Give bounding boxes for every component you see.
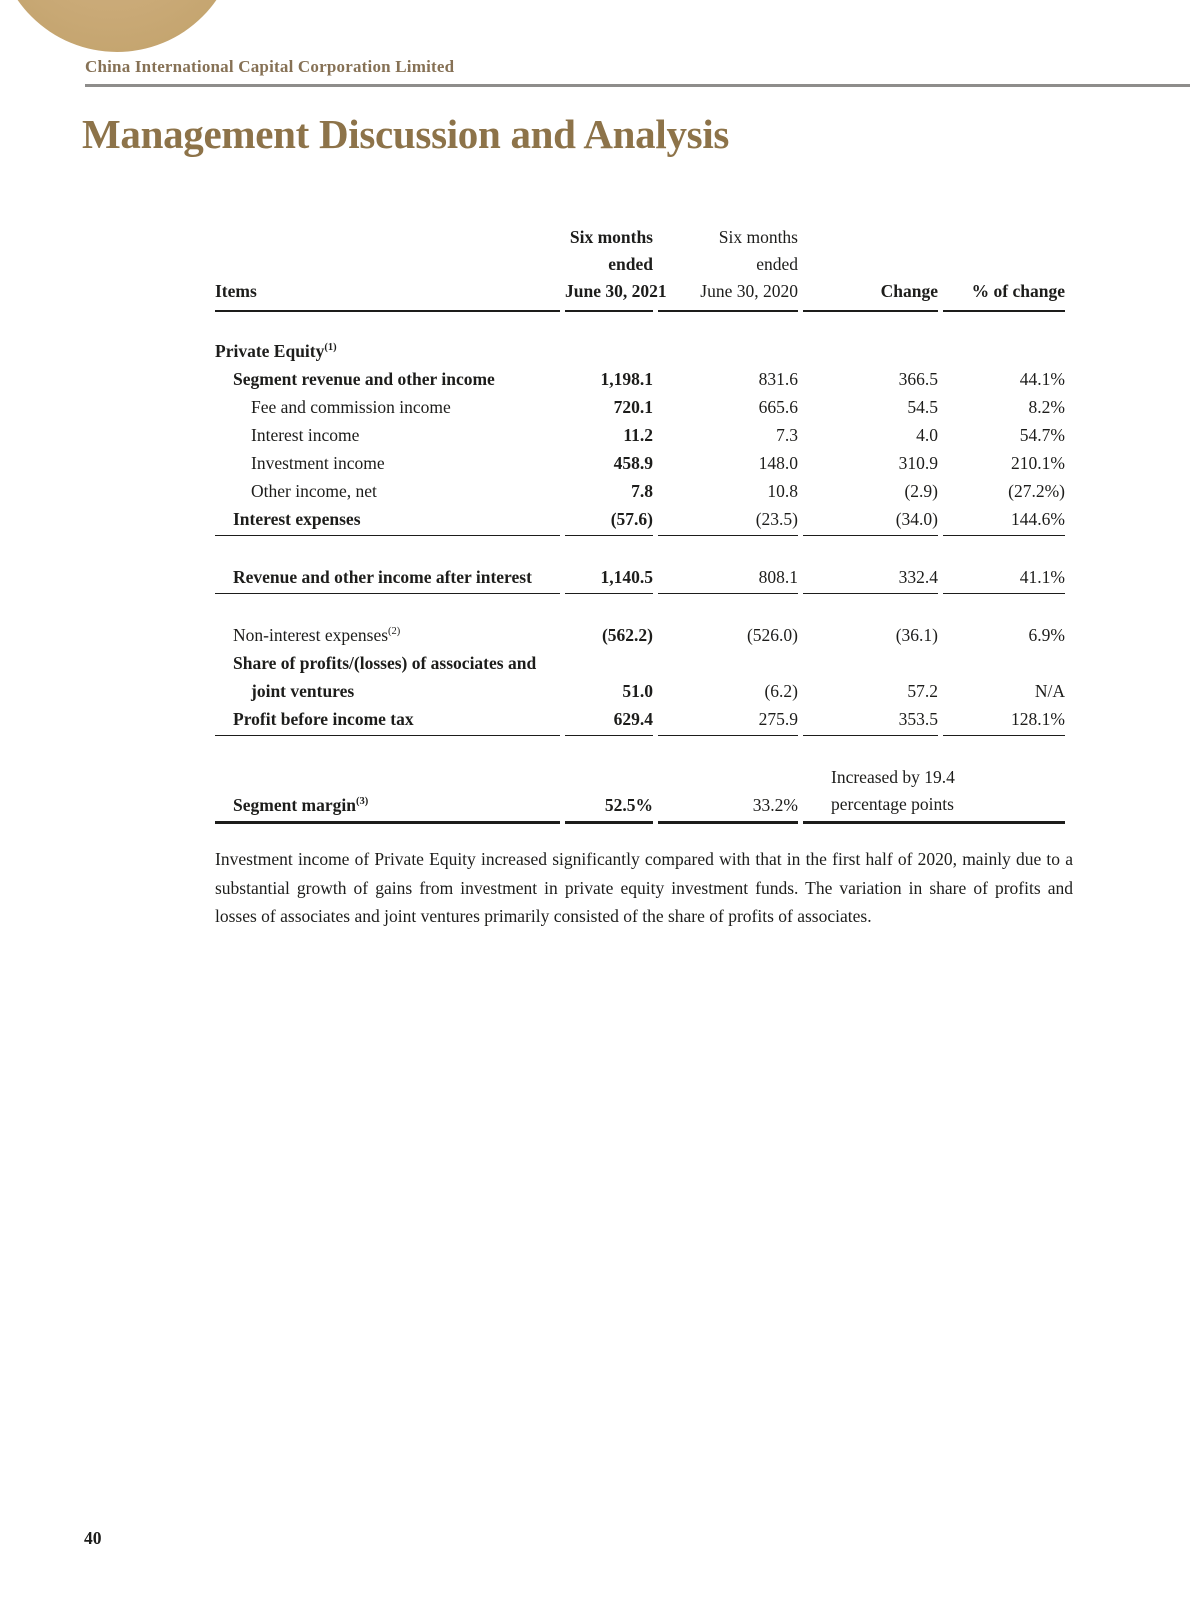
value-cell — [803, 312, 938, 364]
table-header — [215, 224, 1065, 312]
row-label: Interest expenses — [215, 504, 560, 536]
value-cell: 1,140.5 — [565, 562, 653, 594]
table-header-row-3 — [215, 278, 1065, 312]
value-cell: 353.5 — [803, 704, 938, 736]
value-cell: 275.9 — [658, 704, 798, 736]
table-row — [215, 620, 1065, 648]
value-cell — [943, 312, 1065, 364]
value-cell: 332.4 — [803, 562, 938, 594]
header-items: Items — [215, 278, 560, 312]
header-2020-line1: Six months — [718, 227, 798, 247]
value-cell: 148.0 — [758, 453, 798, 473]
footnote-marker: (1) — [324, 342, 337, 353]
table-body — [215, 312, 1065, 824]
row-label: Profit before income tax — [215, 704, 560, 736]
header-2020-line3: June 30, 2020 — [658, 278, 798, 312]
table-row — [215, 312, 1065, 364]
table-spacer-row — [215, 736, 1065, 762]
header-change: Change — [803, 278, 938, 312]
value-cell: (6.2) — [764, 681, 798, 701]
value-cell: 11.2 — [623, 425, 653, 445]
value-cell: 720.1 — [613, 397, 653, 417]
row-label: Segment revenue and other income — [233, 369, 495, 389]
value-cell: 7.8 — [631, 481, 653, 501]
value-cell: 41.1% — [943, 562, 1065, 594]
table-row — [215, 704, 1065, 736]
header-2021-line3: June 30, 2021 — [565, 278, 653, 312]
value-cell: 33.2% — [658, 762, 798, 824]
value-cell: (57.6) — [565, 504, 653, 536]
value-cell: (34.0) — [803, 504, 938, 536]
value-cell: 366.5 — [898, 369, 938, 389]
value-cell: 665.6 — [758, 397, 798, 417]
value-cell: 57.2 — [907, 681, 938, 701]
commentary-paragraph: Investment income of Private Equity increased significantly compared with that in the first half of 2020, mainly due to a substantial growth of gains from investment in private equity investment funds. The variation in share of profits and losses of associates and joint ventures primarily consisted of the share of profits of associates. — [215, 849, 1073, 926]
value-cell: 831.6 — [758, 369, 798, 389]
table-row — [215, 676, 1065, 704]
table-row — [215, 448, 1065, 476]
value-cell: 54.7% — [1019, 425, 1065, 445]
page-title: Management Discussion and Analysis — [82, 111, 730, 157]
footnote-marker: (2) — [388, 626, 401, 637]
value-cell — [565, 312, 653, 364]
value-cell: 51.0 — [622, 681, 653, 701]
header-pct-change: % of change — [943, 278, 1065, 312]
table-row — [215, 648, 1065, 676]
row-label: Segment margin$^{(3)}$ — [215, 762, 560, 824]
table-spacer-row — [215, 594, 1065, 620]
table-row — [215, 504, 1065, 536]
table-row — [215, 420, 1065, 448]
value-cell: 7.3 — [776, 425, 798, 445]
financial-table-wrap — [210, 224, 1070, 824]
value-cell: 458.9 — [613, 453, 653, 473]
footnote-marker: (3) — [355, 796, 369, 807]
value-cell: 54.5 — [907, 397, 938, 417]
header-2020-line2: ended — [756, 254, 798, 274]
company-name: China International Capital Corporation Limited — [85, 57, 455, 76]
company-logo-circle — [0, 0, 238, 52]
value-cell: 144.6% — [943, 504, 1065, 536]
value-cell: 128.1% — [943, 704, 1065, 736]
value-cell: 6.9% — [1028, 625, 1065, 645]
value-cell: 808.1 — [658, 562, 798, 594]
value-cell: N/A — [1034, 681, 1065, 701]
row-label: joint ventures — [251, 681, 355, 701]
value-cell: (36.1) — [895, 625, 938, 645]
row-label: Share of profits/(losses) of associates and — [233, 653, 537, 673]
value-cell: (23.5) — [658, 504, 798, 536]
header-divider — [85, 84, 1190, 87]
row-label: Fee and commission income — [251, 397, 451, 417]
value-cell: 52.5% — [565, 762, 653, 824]
table-row — [215, 562, 1065, 594]
value-cell: 8.2% — [1028, 397, 1065, 417]
value-cell: 210.1% — [1011, 453, 1065, 473]
value-cell: 1,198.1 — [600, 369, 653, 389]
row-label: Interest income — [251, 425, 360, 445]
page-number: 40 — [84, 1528, 102, 1548]
row-label: Investment income — [251, 453, 385, 473]
financial-table — [210, 224, 1070, 824]
value-cell: (526.0) — [746, 625, 798, 645]
row-label: Private Equity$^{(1)}$ — [215, 341, 337, 361]
row-label: Revenue and other income after interest — [215, 562, 560, 594]
value-cell: (27.2%) — [1008, 481, 1065, 501]
row-label: Non-interest expenses$^{(2)}$ — [233, 625, 401, 645]
header-spacer — [215, 224, 560, 251]
row-label: Other income, net — [251, 481, 377, 501]
value-cell: 310.9 — [898, 453, 938, 473]
table-row — [215, 392, 1065, 420]
table-row — [215, 476, 1065, 504]
table-row — [215, 762, 1065, 824]
header-2021-line1: Six months — [569, 227, 653, 247]
value-cell: (562.2) — [601, 625, 653, 645]
value-cell: 44.1% — [1019, 369, 1065, 389]
value-cell: (2.9) — [904, 481, 938, 501]
table-spacer-row — [215, 536, 1065, 562]
change-note-cell: Increased by 19.4 percentage points — [803, 762, 1065, 824]
table-header-row-2 — [215, 251, 1065, 278]
table-row — [215, 364, 1065, 392]
header-2021-line2: ended — [608, 254, 653, 274]
value-cell: 629.4 — [565, 704, 653, 736]
value-cell: 10.8 — [767, 481, 798, 501]
value-cell: 4.0 — [916, 425, 938, 445]
value-cell — [658, 312, 798, 364]
table-header-row-1 — [215, 224, 1065, 251]
